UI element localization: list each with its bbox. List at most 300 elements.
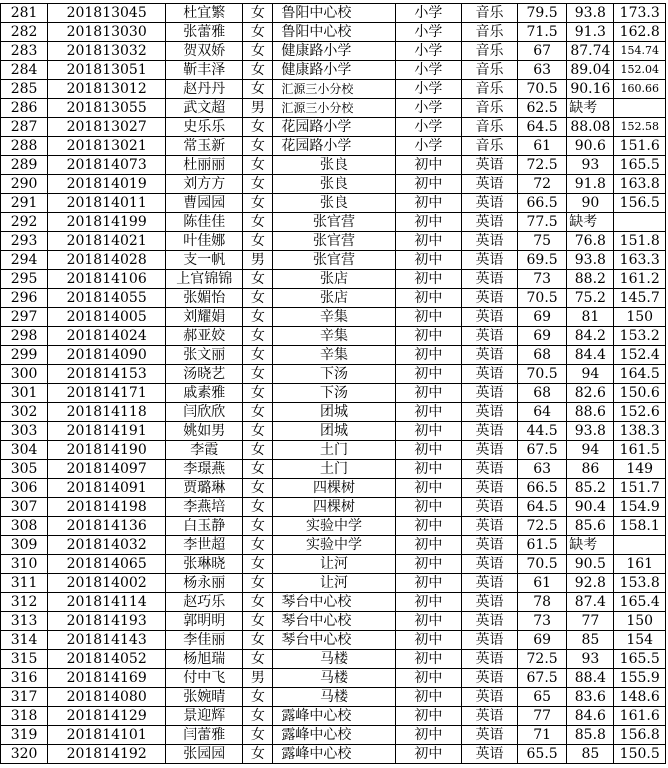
total-score-cell: 154.74 <box>614 42 666 61</box>
name-cell: 贾璐琳 <box>166 479 243 498</box>
subject-cell: 英语 <box>462 707 518 726</box>
exam-id-cell: 201814199 <box>48 213 166 232</box>
level-cell: 初中 <box>395 403 462 422</box>
gender-cell: 女 <box>243 327 273 346</box>
table-row <box>1 175 666 194</box>
level-cell: 初中 <box>395 175 462 194</box>
exam-id-cell: 201814073 <box>48 156 166 175</box>
name-cell: 杜丽丽 <box>166 156 243 175</box>
exam-id-cell: 201814065 <box>48 555 166 574</box>
total-score-cell: 153.8 <box>614 574 666 593</box>
table-row <box>1 251 666 270</box>
school-cell: 露峰中心校 <box>273 726 395 745</box>
school-cell: 马楼 <box>273 669 395 688</box>
interview-score-cell: 86 <box>567 460 614 479</box>
table-body <box>1 4 666 764</box>
school-cell: 健康路小学 <box>273 61 395 80</box>
gender-cell: 女 <box>243 194 273 213</box>
written-score-cell: 62.5 <box>517 99 566 118</box>
interview-score-cell: 88.4 <box>567 669 614 688</box>
subject-cell: 英语 <box>462 517 518 536</box>
level-cell: 初中 <box>395 327 462 346</box>
written-score-cell: 70.5 <box>517 80 566 99</box>
interview-score-cell: 91.8 <box>567 175 614 194</box>
subject-cell: 英语 <box>462 460 518 479</box>
exam-id-cell: 201814136 <box>48 517 166 536</box>
written-score-cell: 68 <box>517 346 566 365</box>
subject-cell: 英语 <box>462 308 518 327</box>
level-cell: 初中 <box>395 270 462 289</box>
school-cell: 辛集 <box>273 327 395 346</box>
interview-score-cell: 93.8 <box>567 251 614 270</box>
exam-id-cell: 201814080 <box>48 688 166 707</box>
name-cell: 李佳丽 <box>166 631 243 650</box>
gender-cell: 男 <box>243 669 273 688</box>
total-score-cell <box>614 99 666 118</box>
interview-score-cell: 88.2 <box>567 270 614 289</box>
written-score-cell: 77 <box>517 707 566 726</box>
name-cell: 刘耀娟 <box>166 308 243 327</box>
level-cell: 初中 <box>395 517 462 536</box>
table-row <box>1 384 666 403</box>
exam-id-cell: 201814097 <box>48 460 166 479</box>
name-cell: 汤晓艺 <box>166 365 243 384</box>
exam-id-cell: 201813055 <box>48 99 166 118</box>
exam-id-cell: 201814129 <box>48 707 166 726</box>
name-cell: 史乐乐 <box>166 118 243 137</box>
interview-score-cell: 77 <box>567 612 614 631</box>
row-number-cell: 298 <box>1 327 48 346</box>
level-cell: 小学 <box>395 80 462 99</box>
gender-cell: 女 <box>243 536 273 555</box>
total-score-cell: 148.6 <box>614 688 666 707</box>
interview-score-cell: 92.8 <box>567 574 614 593</box>
table-row <box>1 137 666 156</box>
subject-cell: 英语 <box>462 479 518 498</box>
interview-score-cell: 76.8 <box>567 232 614 251</box>
exam-id-cell: 201814019 <box>48 175 166 194</box>
interview-score-cell: 90.16 <box>567 80 614 99</box>
table-row <box>1 745 666 764</box>
school-cell: 团城 <box>273 422 395 441</box>
subject-cell: 英语 <box>462 745 518 764</box>
gender-cell: 女 <box>243 61 273 80</box>
interview-score-cell: 90.5 <box>567 555 614 574</box>
table-row <box>1 536 666 555</box>
subject-cell: 英语 <box>462 650 518 669</box>
total-score-cell: 161.6 <box>614 707 666 726</box>
name-cell: 张蕾雅 <box>166 23 243 42</box>
gender-cell: 女 <box>243 403 273 422</box>
written-score-cell: 67 <box>517 42 566 61</box>
table-row <box>1 517 666 536</box>
interview-score-cell: 94 <box>567 365 614 384</box>
name-cell: 曹园园 <box>166 194 243 213</box>
table-row <box>1 308 666 327</box>
row-number-cell: 317 <box>1 688 48 707</box>
written-score-cell: 78 <box>517 593 566 612</box>
name-cell: 景迎辉 <box>166 707 243 726</box>
level-cell: 初中 <box>395 479 462 498</box>
level-cell: 初中 <box>395 156 462 175</box>
school-cell: 实验中学 <box>273 536 395 555</box>
written-score-cell: 69.5 <box>517 251 566 270</box>
level-cell: 小学 <box>395 23 462 42</box>
name-cell: 杨旭瑞 <box>166 650 243 669</box>
total-score-cell: 165.5 <box>614 156 666 175</box>
row-number-cell: 281 <box>1 4 48 23</box>
row-number-cell: 305 <box>1 460 48 479</box>
name-cell: 赵丹丹 <box>166 80 243 99</box>
level-cell: 初中 <box>395 536 462 555</box>
interview-score-cell: 缺考 <box>567 213 614 232</box>
level-cell: 初中 <box>395 346 462 365</box>
subject-cell: 英语 <box>462 403 518 422</box>
table-row <box>1 593 666 612</box>
table-row <box>1 460 666 479</box>
table-row <box>1 327 666 346</box>
row-number-cell: 311 <box>1 574 48 593</box>
table-row <box>1 80 666 99</box>
school-cell: 琴台中心校 <box>273 631 395 650</box>
exam-id-cell: 201814011 <box>48 194 166 213</box>
row-number-cell: 302 <box>1 403 48 422</box>
school-cell: 团城 <box>273 403 395 422</box>
gender-cell: 女 <box>243 726 273 745</box>
name-cell: 戚素雅 <box>166 384 243 403</box>
subject-cell: 英语 <box>462 612 518 631</box>
school-cell: 土门 <box>273 441 395 460</box>
interview-score-cell: 87.4 <box>567 593 614 612</box>
written-score-cell: 66.5 <box>517 194 566 213</box>
subject-cell: 英语 <box>462 384 518 403</box>
name-cell: 常玉新 <box>166 137 243 156</box>
written-score-cell: 72 <box>517 175 566 194</box>
row-number-cell: 304 <box>1 441 48 460</box>
written-score-cell: 44.5 <box>517 422 566 441</box>
written-score-cell: 61.5 <box>517 536 566 555</box>
school-cell: 张官营 <box>273 251 395 270</box>
level-cell: 小学 <box>395 4 462 23</box>
school-cell: 辛集 <box>273 346 395 365</box>
total-score-cell: 163.8 <box>614 175 666 194</box>
total-score-cell: 151.8 <box>614 232 666 251</box>
subject-cell: 音乐 <box>462 4 518 23</box>
exam-id-cell: 201814118 <box>48 403 166 422</box>
total-score-cell: 152.58 <box>614 118 666 137</box>
table-row <box>1 118 666 137</box>
written-score-cell: 61 <box>517 137 566 156</box>
gender-cell: 女 <box>243 365 273 384</box>
exam-id-cell: 201814028 <box>48 251 166 270</box>
total-score-cell: 160.66 <box>614 80 666 99</box>
written-score-cell: 67.5 <box>517 669 566 688</box>
written-score-cell: 64 <box>517 403 566 422</box>
school-cell: 花园路小学 <box>273 118 395 137</box>
subject-cell: 英语 <box>462 593 518 612</box>
gender-cell: 女 <box>243 441 273 460</box>
total-score-cell: 150.5 <box>614 745 666 764</box>
subject-cell: 英语 <box>462 232 518 251</box>
interview-score-cell: 81 <box>567 308 614 327</box>
school-cell: 鲁阳中心校 <box>273 4 395 23</box>
subject-cell: 英语 <box>462 194 518 213</box>
written-score-cell: 70.5 <box>517 555 566 574</box>
written-score-cell: 71 <box>517 726 566 745</box>
row-number-cell: 282 <box>1 23 48 42</box>
gender-cell: 女 <box>243 308 273 327</box>
name-cell: 郝亚姣 <box>166 327 243 346</box>
gender-cell: 女 <box>243 118 273 137</box>
exam-id-cell: 201813045 <box>48 4 166 23</box>
row-number-cell: 308 <box>1 517 48 536</box>
total-score-cell: 158.1 <box>614 517 666 536</box>
interview-score-cell: 85.6 <box>567 517 614 536</box>
row-number-cell: 290 <box>1 175 48 194</box>
school-cell: 实验中学 <box>273 517 395 536</box>
row-number-cell: 310 <box>1 555 48 574</box>
subject-cell: 音乐 <box>462 80 518 99</box>
total-score-cell: 152.4 <box>614 346 666 365</box>
gender-cell: 女 <box>243 574 273 593</box>
row-number-cell: 299 <box>1 346 48 365</box>
table-row <box>1 213 666 232</box>
exam-id-cell: 201813051 <box>48 61 166 80</box>
interview-score-cell: 缺考 <box>567 536 614 555</box>
row-number-cell: 284 <box>1 61 48 80</box>
written-score-cell: 70.5 <box>517 365 566 384</box>
row-number-cell: 285 <box>1 80 48 99</box>
written-score-cell: 67.5 <box>517 441 566 460</box>
exam-id-cell: 201814143 <box>48 631 166 650</box>
table-row <box>1 669 666 688</box>
exam-id-cell: 201814190 <box>48 441 166 460</box>
interview-score-cell: 84.4 <box>567 346 614 365</box>
school-cell: 下汤 <box>273 384 395 403</box>
level-cell: 初中 <box>395 745 462 764</box>
exam-id-cell: 201813012 <box>48 80 166 99</box>
school-cell: 张良 <box>273 175 395 194</box>
gender-cell: 女 <box>243 80 273 99</box>
written-score-cell: 63 <box>517 61 566 80</box>
row-number-cell: 301 <box>1 384 48 403</box>
school-cell: 下汤 <box>273 365 395 384</box>
exam-id-cell: 201814153 <box>48 365 166 384</box>
row-number-cell: 315 <box>1 650 48 669</box>
written-score-cell: 70.5 <box>517 289 566 308</box>
interview-score-cell: 85.8 <box>567 726 614 745</box>
gender-cell: 女 <box>243 346 273 365</box>
level-cell: 小学 <box>395 42 462 61</box>
table-row <box>1 612 666 631</box>
school-cell: 让河 <box>273 555 395 574</box>
name-cell: 赵巧乐 <box>166 593 243 612</box>
row-number-cell: 283 <box>1 42 48 61</box>
exam-id-cell: 201814171 <box>48 384 166 403</box>
school-cell: 让河 <box>273 574 395 593</box>
written-score-cell: 64.5 <box>517 498 566 517</box>
level-cell: 初中 <box>395 555 462 574</box>
total-score-cell: 151.7 <box>614 479 666 498</box>
subject-cell: 英语 <box>462 289 518 308</box>
total-score-cell: 149 <box>614 460 666 479</box>
written-score-cell: 75 <box>517 232 566 251</box>
name-cell: 杨永丽 <box>166 574 243 593</box>
exam-id-cell: 201814005 <box>48 308 166 327</box>
school-cell: 露峰中心校 <box>273 745 395 764</box>
level-cell: 初中 <box>395 289 462 308</box>
level-cell: 初中 <box>395 574 462 593</box>
total-score-cell: 156.8 <box>614 726 666 745</box>
school-cell: 张店 <box>273 289 395 308</box>
subject-cell: 英语 <box>462 346 518 365</box>
interview-score-cell: 87.74 <box>567 42 614 61</box>
table-row <box>1 726 666 745</box>
gender-cell: 女 <box>243 213 273 232</box>
name-cell: 张文丽 <box>166 346 243 365</box>
table-row <box>1 156 666 175</box>
subject-cell: 英语 <box>462 441 518 460</box>
gender-cell: 女 <box>243 460 273 479</box>
interview-score-cell: 94 <box>567 441 614 460</box>
row-number-cell: 288 <box>1 137 48 156</box>
interview-score-cell: 90.4 <box>567 498 614 517</box>
written-score-cell: 65 <box>517 688 566 707</box>
row-number-cell: 291 <box>1 194 48 213</box>
total-score-cell: 152.6 <box>614 403 666 422</box>
row-number-cell: 314 <box>1 631 48 650</box>
level-cell: 初中 <box>395 422 462 441</box>
written-score-cell: 69 <box>517 308 566 327</box>
exam-id-cell: 201814090 <box>48 346 166 365</box>
interview-score-cell: 85 <box>567 745 614 764</box>
school-cell: 辛集 <box>273 308 395 327</box>
name-cell: 闫欣欣 <box>166 403 243 422</box>
school-cell: 汇源三小分校 <box>273 99 395 118</box>
row-number-cell: 289 <box>1 156 48 175</box>
exam-id-cell: 201813030 <box>48 23 166 42</box>
gender-cell: 女 <box>243 137 273 156</box>
gender-cell: 女 <box>243 42 273 61</box>
interview-score-cell: 85.2 <box>567 479 614 498</box>
school-cell: 健康路小学 <box>273 42 395 61</box>
table-row <box>1 555 666 574</box>
interview-score-cell: 84.6 <box>567 707 614 726</box>
total-score-cell: 154 <box>614 631 666 650</box>
gender-cell: 女 <box>243 422 273 441</box>
name-cell: 陈佳佳 <box>166 213 243 232</box>
written-score-cell: 71.5 <box>517 23 566 42</box>
gender-cell: 女 <box>243 4 273 23</box>
total-score-cell: 153.2 <box>614 327 666 346</box>
gender-cell: 女 <box>243 650 273 669</box>
interview-score-cell: 75.2 <box>567 289 614 308</box>
row-number-cell: 320 <box>1 745 48 764</box>
table-row <box>1 441 666 460</box>
table-row <box>1 289 666 308</box>
row-number-cell: 306 <box>1 479 48 498</box>
name-cell: 武文超 <box>166 99 243 118</box>
table-row <box>1 23 666 42</box>
subject-cell: 音乐 <box>462 137 518 156</box>
interview-score-cell: 85 <box>567 631 614 650</box>
subject-cell: 英语 <box>462 574 518 593</box>
name-cell: 刘方方 <box>166 175 243 194</box>
name-cell: 付中飞 <box>166 669 243 688</box>
subject-cell: 英语 <box>462 365 518 384</box>
total-score-cell: 165.5 <box>614 650 666 669</box>
level-cell: 初中 <box>395 232 462 251</box>
interview-score-cell: 82.6 <box>567 384 614 403</box>
gender-cell: 女 <box>243 707 273 726</box>
exam-id-cell: 201814052 <box>48 650 166 669</box>
gender-cell: 女 <box>243 270 273 289</box>
school-cell: 张良 <box>273 156 395 175</box>
total-score-cell: 155.9 <box>614 669 666 688</box>
subject-cell: 英语 <box>462 555 518 574</box>
row-number-cell: 294 <box>1 251 48 270</box>
school-cell: 张店 <box>273 270 395 289</box>
gender-cell: 女 <box>243 498 273 517</box>
name-cell: 白玉静 <box>166 517 243 536</box>
gender-cell: 女 <box>243 745 273 764</box>
school-cell: 马楼 <box>273 650 395 669</box>
level-cell: 初中 <box>395 650 462 669</box>
written-score-cell: 73 <box>517 270 566 289</box>
gender-cell: 女 <box>243 688 273 707</box>
subject-cell: 英语 <box>462 156 518 175</box>
gender-cell: 女 <box>243 384 273 403</box>
written-score-cell: 68 <box>517 384 566 403</box>
level-cell: 初中 <box>395 631 462 650</box>
school-cell: 马楼 <box>273 688 395 707</box>
school-cell: 四棵树 <box>273 498 395 517</box>
school-cell: 琴台中心校 <box>273 612 395 631</box>
total-score-cell: 152.04 <box>614 61 666 80</box>
gender-cell: 女 <box>243 175 273 194</box>
table-row <box>1 232 666 251</box>
total-score-cell: 161.5 <box>614 441 666 460</box>
level-cell: 初中 <box>395 251 462 270</box>
table-row <box>1 479 666 498</box>
subject-cell: 英语 <box>462 688 518 707</box>
exam-id-cell: 201814191 <box>48 422 166 441</box>
total-score-cell: 173.3 <box>614 4 666 23</box>
level-cell: 小学 <box>395 61 462 80</box>
subject-cell: 英语 <box>462 669 518 688</box>
table-row <box>1 498 666 517</box>
total-score-cell: 161.2 <box>614 270 666 289</box>
school-cell: 鲁阳中心校 <box>273 23 395 42</box>
total-score-cell: 138.3 <box>614 422 666 441</box>
interview-score-cell: 83.6 <box>567 688 614 707</box>
row-number-cell: 287 <box>1 118 48 137</box>
exam-id-cell: 201814114 <box>48 593 166 612</box>
interview-score-cell: 93.8 <box>567 422 614 441</box>
exam-id-cell: 201814021 <box>48 232 166 251</box>
gender-cell: 女 <box>243 156 273 175</box>
written-score-cell: 66.5 <box>517 479 566 498</box>
level-cell: 初中 <box>395 612 462 631</box>
gender-cell: 女 <box>243 593 273 612</box>
exam-id-cell: 201813021 <box>48 137 166 156</box>
row-number-cell: 297 <box>1 308 48 327</box>
exam-id-cell: 201814169 <box>48 669 166 688</box>
exam-id-cell: 201813032 <box>48 42 166 61</box>
name-cell: 闫蕾雅 <box>166 726 243 745</box>
interview-score-cell: 90 <box>567 194 614 213</box>
row-number-cell: 295 <box>1 270 48 289</box>
